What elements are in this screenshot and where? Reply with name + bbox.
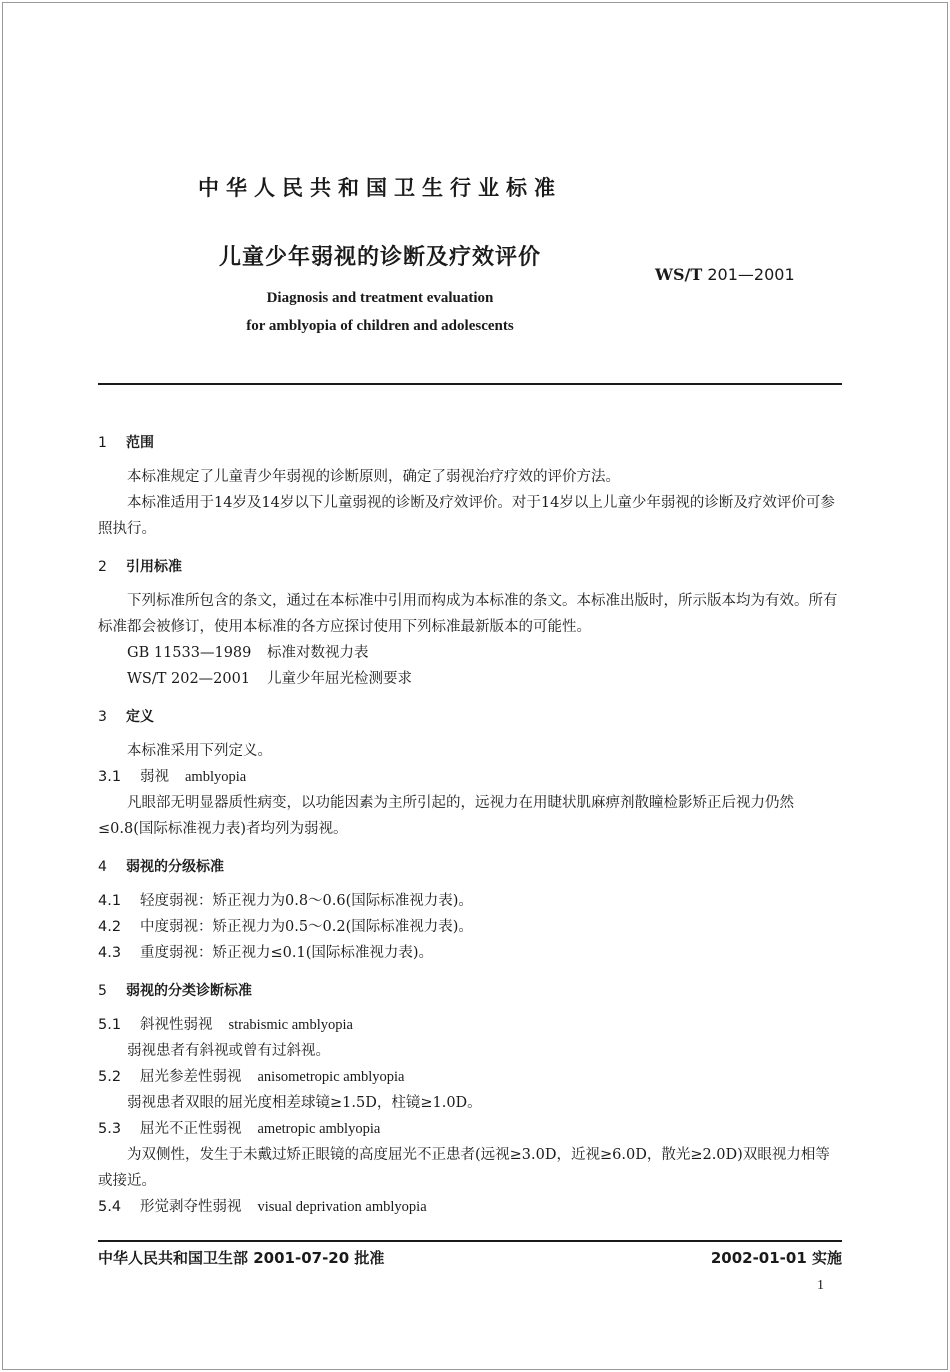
subsection-number: 5.4 [98,1199,122,1215]
document-title-en-line2: for amblyopia of children and adolescents [246,318,514,334]
document-title-en-line1: Diagnosis and treatment evaluation [266,290,494,306]
section-heading-definitions [98,704,842,730]
standard-code-number: 201—2001 [707,265,795,284]
paragraph: 本标准规定了儿童青少年弱视的诊断原则，确定了弱视治疗疗效的评价方法。 [127,469,620,485]
item-number: 4.3 [98,945,122,961]
subsection-number: 5.3 [98,1121,122,1137]
term-cn: 弱视 [140,769,169,785]
term-en: anisometropic amblyopia [257,1069,405,1085]
paragraph: 本标准采用下列定义。 [127,743,272,759]
reference-name: 儿童少年屈光检测要求 [267,671,412,687]
term-cn: 屈光不正性弱视 [140,1121,242,1137]
approval-date: 中华人民共和国卫生部 2001-07-20 批准 [98,1249,385,1267]
standard-code [655,265,795,284]
section-title: 弱视的分级标准 [126,859,224,875]
item-number: 4.2 [98,919,122,935]
header-rule [98,383,842,385]
paragraph: 弱视患者有斜视或曾有过斜视。 [127,1043,330,1059]
item-number: 4.1 [98,893,122,909]
document-body [98,430,842,1220]
section-title: 范围 [126,435,154,451]
reference-code: GB 11533—1989 [127,645,252,661]
paragraph: 本标准适用于14岁及14岁以下儿童弱视的诊断及疗效评价。对于14岁以上儿童少年弱视的诊断及疗效评价可参照执行。 [98,495,835,537]
subsection-number: 3.1 [98,769,122,785]
subsection-heading [98,1194,842,1220]
item-text: 轻度弱视：矫正视力为0.8～0.6(国际标准视力表)。 [140,893,473,909]
section-number: 2 [98,559,107,575]
grading-item [98,888,842,914]
reference-item [98,666,842,692]
effective-date: 2002-01-01 实施 [710,1249,842,1267]
term-en: strabismic amblyopia [228,1017,353,1033]
section-title: 弱视的分类诊断标准 [126,983,252,999]
term-en: ametropic amblyopia [257,1121,381,1137]
term-en: amblyopia [185,769,247,785]
subsection-heading [98,1064,842,1090]
term-cn: 形觉剥夺性弱视 [140,1199,242,1215]
reference-code: WS/T 202—2001 [127,671,251,687]
page-number: 1 [817,1278,824,1293]
section-number: 3 [98,709,107,725]
footer-rule [98,1240,842,1242]
standard-code-prefix: WS/T [655,265,703,284]
section-number: 4 [98,859,107,875]
standard-organization: 中华人民共和国卫生行业标准 [198,176,562,200]
term-cn: 斜视性弱视 [140,1017,213,1033]
paragraph: 下列标准所包含的条文，通过在本标准中引用而构成为本标准的条文。本标准出版时，所示版本均为有效。所有标准都会被修订，使用本标准的各方应探讨使用下列标准最新版本的可能性。 [98,593,838,635]
subsection-heading [98,1012,842,1038]
grading-item [98,914,842,940]
paragraph: 弱视患者双眼的屈光度相差球镜≥1.5D，柱镜≥1.0D。 [127,1095,482,1111]
item-text: 重度弱视：矫正视力≤0.1(国际标准视力表)。 [140,945,434,961]
section-title: 引用标准 [126,559,182,575]
subsection-heading [98,764,842,790]
item-text: 中度弱视：矫正视力为0.5～0.2(国际标准视力表)。 [140,919,473,935]
section-heading-references [98,554,842,580]
paragraph: 为双侧性，发生于未戴过矫正眼镜的高度屈光不正患者(远视≥3.0D，近视≥6.0D，散光≥2.0D)双眼视力相等或接近。 [98,1147,830,1189]
reference-name: 标准对数视力表 [267,645,369,661]
term-cn: 屈光参差性弱视 [140,1069,242,1085]
paragraph: 凡眼部无明显器质性病变，以功能因素为主所引起的，远视力在用睫状肌麻痹剂散瞳检影矫正后视力仍然≤0.8(国际标准视力表)者均列为弱视。 [98,795,794,837]
subsection-number: 5.2 [98,1069,122,1085]
section-heading-scope [98,430,842,456]
section-number: 5 [98,983,107,999]
term-en: visual deprivation amblyopia [257,1199,427,1215]
grading-item [98,940,842,966]
subsection-number: 5.1 [98,1017,122,1033]
section-heading-grading [98,854,842,880]
section-heading-classification [98,978,842,1004]
reference-item [98,640,842,666]
document-title-cn: 儿童少年弱视的诊断及疗效评价 [218,245,541,270]
subsection-heading [98,1116,842,1142]
section-title: 定义 [126,709,154,725]
section-number: 1 [98,435,107,451]
